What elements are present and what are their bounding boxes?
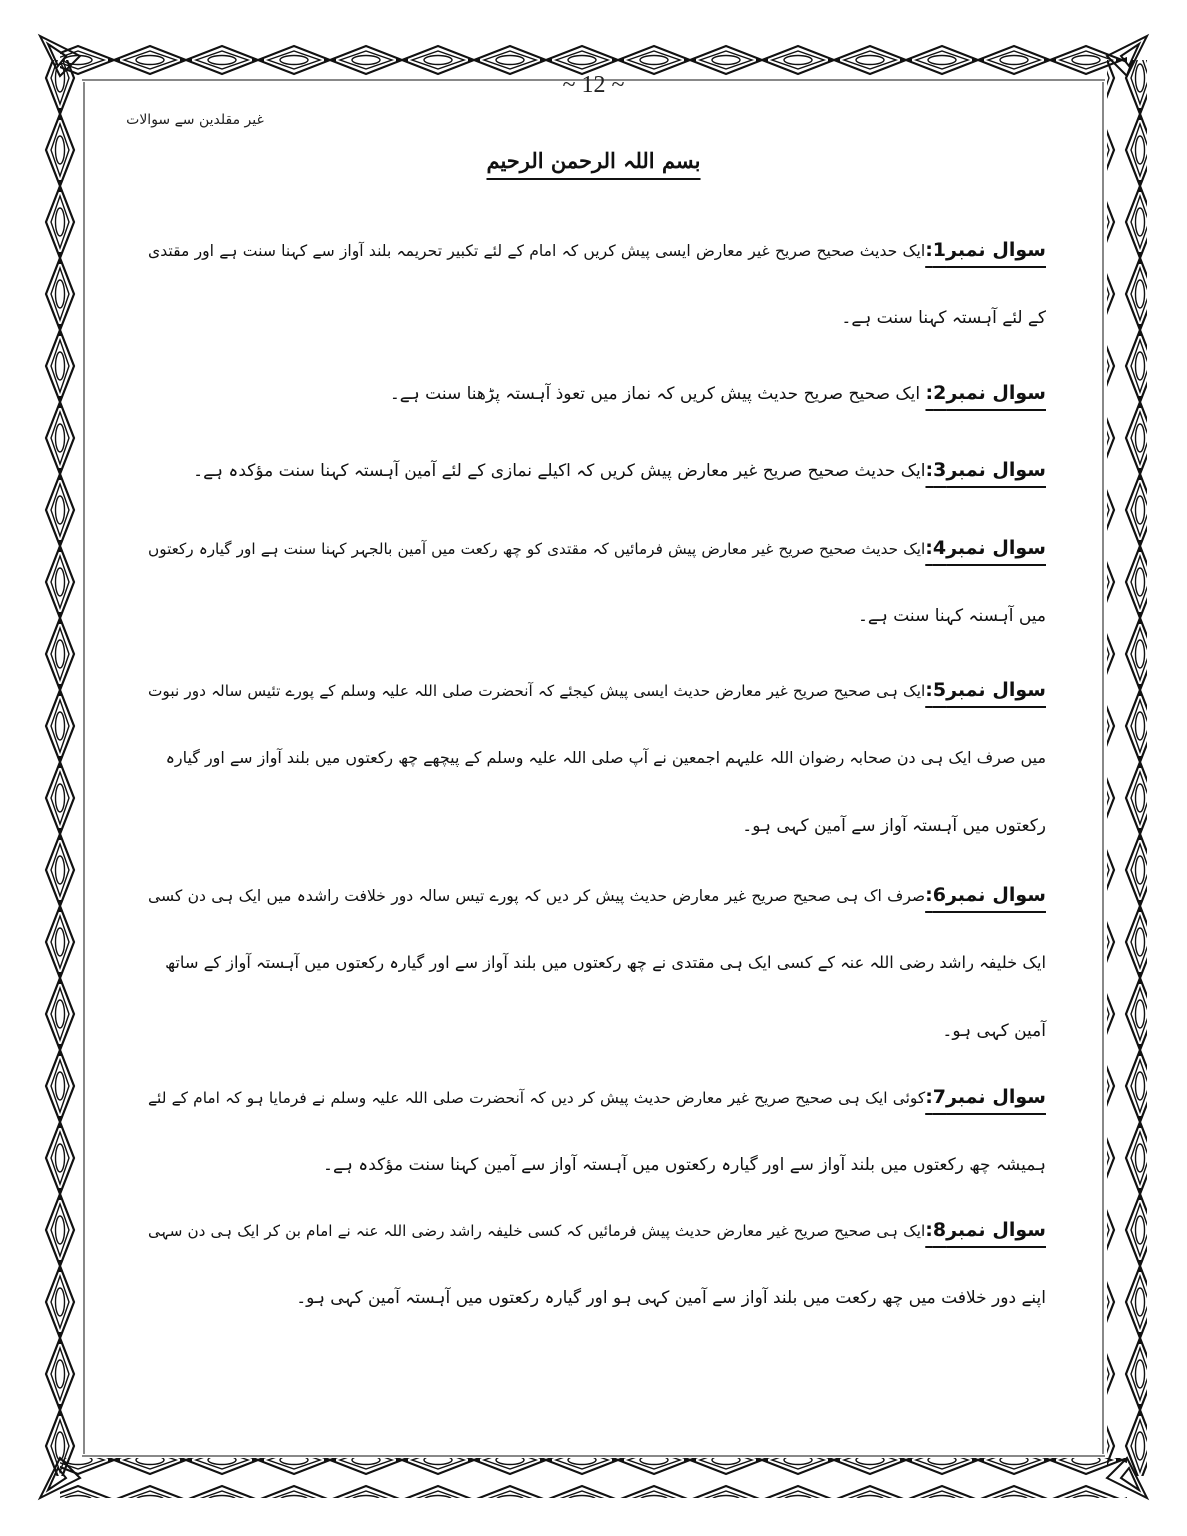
question-line [148, 875, 1046, 943]
question-text: صرف اک ہی صحیح صریح غیر معارض حدیث پیش کر دیں کہ پورے تیس سالہ دور خلافت راشدہ میں ایک ہی دن کسی [148, 887, 926, 905]
question-label: سوال نمبر3: [925, 459, 1046, 481]
question-5 [148, 670, 1046, 874]
question-text: ایک حدیث صحیح صریح غیر معارض ایسی پیش کریں کہ امام کے لئے تکبیر تحریمہ بلند آواز سے کہنا سنت ہے اور مقتدی [148, 242, 926, 260]
question-1 [148, 230, 1046, 366]
question-label: سوال نمبر6: [925, 884, 1046, 906]
question-text: میں آہسنہ کہنا سنت ہے۔ [857, 606, 1046, 626]
question-text: کوئی ایک ہی صحیح صریح غیر معارض حدیث پیش کر دیں کہ آنحضرت صلی اللہ علیہ وسلم نے فرمایا ہو کہ امام کے لئے [148, 1089, 926, 1107]
question-4 [148, 528, 1046, 664]
question-text: ایک حدیث صحیح صریح غیر معارض پیش فرمائیں کہ مقتدی کو چھ رکعت میں آمین بالجہر کہنا سنت ہے اور گیارہ رکعتوں [148, 540, 926, 558]
question-line [148, 1077, 1046, 1145]
question-text: ہمیشہ چھ رکعتوں میں بلند آواز سے اور گیارہ رکعتوں میں آہستہ آواز سے آمین کہنا سنت مؤکدہ ہے۔ [322, 1155, 1046, 1175]
page-number: ~ 12 ~ [562, 72, 625, 98]
question-line [148, 1210, 1046, 1278]
question-label: سوال نمبر5: [925, 679, 1046, 701]
page-title [0, 148, 1187, 173]
question-text: ایک خلیفہ راشد رضی اللہ عنہ کے کسی ایک ہی مقتدی نے چھ رکعتوں میں بلند آواز سے اور گیارہ رکعتوں میں آہستہ آواز کے ساتھ [165, 953, 1046, 972]
question-7 [148, 1077, 1046, 1213]
bismillah-heading: بسم اللہ الرحمن الرحیم [486, 148, 701, 173]
question-line [148, 373, 1046, 441]
question-3 [148, 450, 1046, 518]
question-text: ایک ہی صحیح صریح غیر معارض حدیث ایسی پیش کیجئے کہ آنحضرت صلی اللہ علیہ وسلم کے پورے تئیس سالہ دور نبوت [148, 682, 926, 700]
question-text: ایک حدیث صحیح صریح غیر معارض پیش کریں کہ اکیلے نمازی کے لئے آمین آہستہ کہنا سنت مؤکدہ ہے۔ [193, 461, 926, 481]
question-label: سوال نمبر2: [925, 382, 1046, 404]
question-line [148, 528, 1046, 596]
question-text: میں صرف ایک ہی دن صحابہ رضوان اللہ علیہم اجمعین نے آپ صلی اللہ علیہ وسلم کے پیچھے چھ رکعتوں میں بلند آواز سے اور گیارہ [165, 748, 1046, 767]
question-text: رکعتوں میں آہستہ آواز سے آمین کہی ہو۔ [742, 816, 1046, 836]
question-label: سوال نمبر4: [925, 537, 1046, 559]
question-label: سوال نمبر1: [925, 239, 1046, 261]
question-label: سوال نمبر7: [925, 1086, 1046, 1108]
question-2 [148, 373, 1046, 441]
question-text: اپنے دور خلافت میں چھ رکعت میں بلند آواز سے آمین کہی ہو اور گیارہ رکعتوں میں آہستہ آمین کہی ہو۔ [296, 1288, 1046, 1308]
question-text: ایک صحیح صریح حدیث پیش کریں کہ نماز میں تعوذ آہستہ پڑھنا سنت ہے۔ [389, 384, 921, 404]
question-6 [148, 875, 1046, 1079]
question-label: سوال نمبر8: [925, 1219, 1046, 1241]
running-header: غیر مقلدین سے سوالات [126, 112, 264, 128]
question-line [148, 450, 1046, 518]
question-text: ایک ہی صحیح صریح غیر معارض حدیث پیش فرمائیں کہ کسی خلیفہ راشد رضی اللہ عنہ نے امام بن کر ایک ہی دن سہی [148, 1222, 926, 1240]
question-line [148, 230, 1046, 298]
question-text: آمین کہی ہو۔ [942, 1021, 1046, 1041]
question-8 [148, 1210, 1046, 1346]
question-text: کے لئے آہستہ کہنا سنت ہے۔ [841, 308, 1046, 328]
question-line [148, 670, 1046, 738]
